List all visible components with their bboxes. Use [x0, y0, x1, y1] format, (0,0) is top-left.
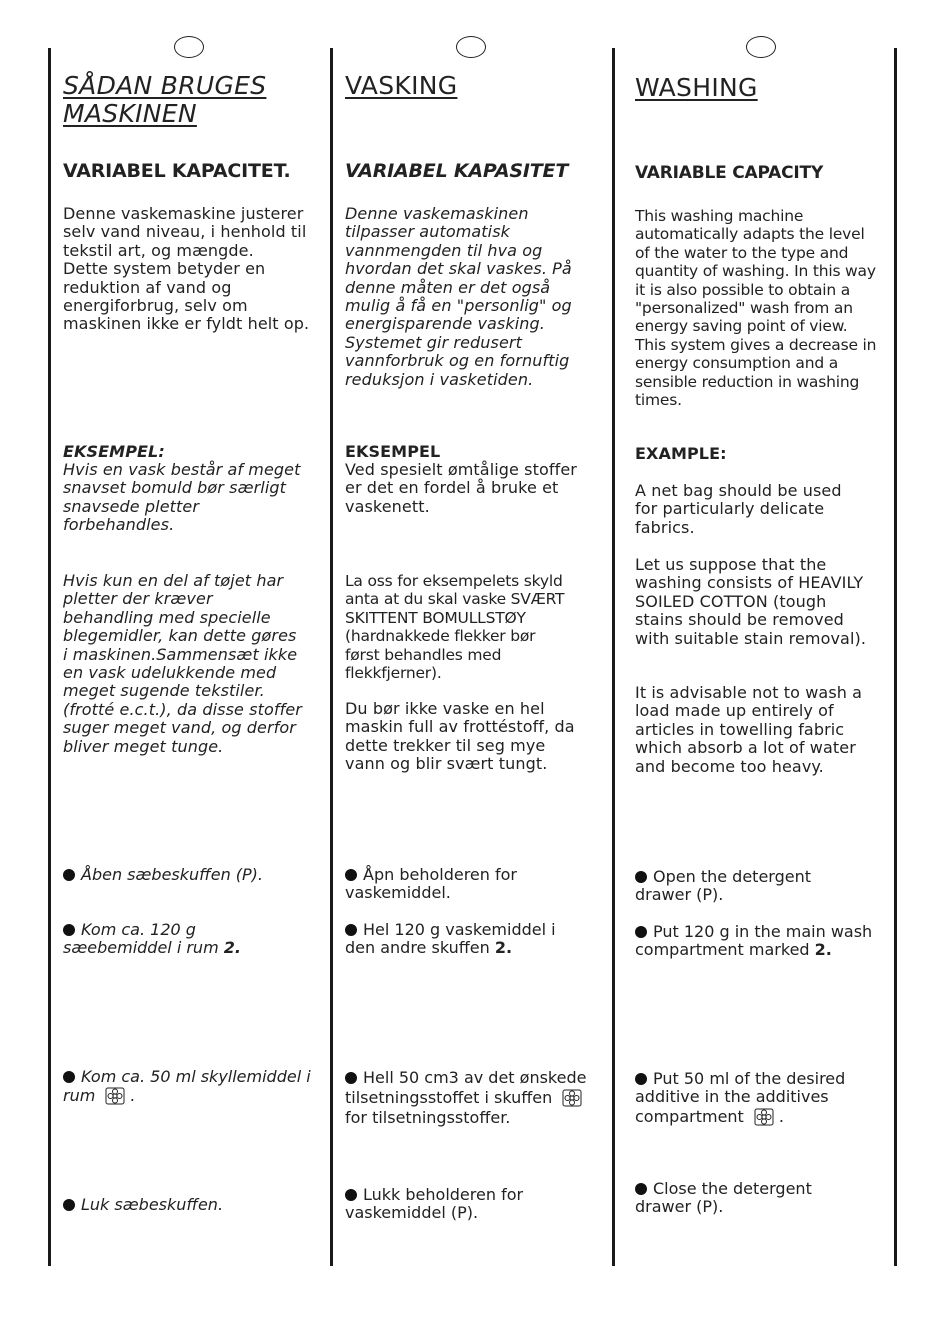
example-label: EKSEMPEL: [63, 442, 165, 461]
bullet-icon [635, 926, 647, 938]
flower-icon [561, 1088, 583, 1108]
example-text: Hvis en vask består af meget snavset bomuld bør særligt snavsede pletter forbehandles. [63, 460, 301, 535]
note-paragraph-2: It is advisable not to wash a load made up entirely of articles in towelling fabric which absorb a lot of water and become too heavy. [635, 683, 863, 776]
bullet-icon [345, 1072, 357, 1084]
example-text: A net bag should be used for particularly delicate fabrics. [635, 481, 842, 537]
bullet-icon [63, 1199, 75, 1211]
bullet-icon [345, 1189, 357, 1201]
step-close-drawer: Lukk beholderen for vaskemiddel (P). [345, 1185, 524, 1223]
step-open-drawer: Åpn beholderen for vaskemiddel. [345, 865, 517, 903]
column-divider-right [894, 48, 897, 1266]
flower-icon [753, 1107, 775, 1127]
step-add-softener: Kom ca. 50 ml skyllemiddel i rum . [63, 1067, 311, 1106]
bullet-icon [63, 924, 75, 936]
column-divider-middle-right [612, 48, 615, 1266]
section-heading: VARIABLE CAPACITY [635, 163, 824, 183]
column-divider-left [48, 48, 51, 1266]
bullet-icon [345, 924, 357, 936]
example-label: EKSEMPEL [345, 442, 441, 461]
step-close-drawer: Close the detergent drawer (P). [635, 1179, 812, 1217]
intro-paragraph: This washing machine automatically adapts the level of the water to the type and quantity of washing. In this way it is also possible to obtain a "personalized" wash from an energy saving point of view. This system gives a decrease in energy consumption and a sensible reduction in washing times. [635, 207, 877, 410]
bullet-icon [635, 1073, 647, 1085]
note-paragraph-2: Du bør ikke vaske en hel maskin full av frottéstoff, da dette trekker til seg mye vann og blir svært tungt. [345, 699, 575, 774]
bullet-icon [635, 871, 647, 883]
flower-icon [104, 1086, 126, 1106]
example-label: EXAMPLE: [635, 444, 727, 463]
page-title: WASHING [635, 73, 758, 102]
step-open-drawer: Open the detergent drawer (P). [635, 867, 811, 905]
intro-paragraph: Denne vaskemaskine justerer selv vand niveau, i henhold til tekstil art, og mængde. Dette system betyder en reduktion af vand og energiforbrug, selv om maskinen ikke er fyldt helt op. [63, 204, 310, 334]
bullet-icon [345, 869, 357, 881]
column-divider-middle-left [330, 48, 333, 1266]
page-title: VASKING [345, 71, 458, 100]
note-paragraph: Let us suppose that the washing consists of HEAVILY SOILED COTTON (tough stains should be removed with suitable stain removal). [635, 555, 867, 648]
step-add-softener: Put 50 ml of the desired additive in the additives compartment . [635, 1069, 846, 1126]
page-title: SÅDAN BRUGES MASKINEN [63, 71, 267, 128]
section-heading: VARIABEL KAPACITET. [63, 160, 291, 182]
bullet-icon [63, 1071, 75, 1083]
step-close-drawer: Luk sæbeskuffen. [63, 1196, 313, 1214]
bullet-icon [635, 1183, 647, 1195]
column-danish [63, 0, 323, 1324]
column-english [635, 0, 885, 1324]
step-add-detergent: Hel 120 g vaskemiddel i den andre skuffen 2. [345, 920, 556, 958]
example-text: Ved spesielt ømtålige stoffer er det en fordel å bruke et vaskenett. [345, 460, 577, 516]
note-paragraph: La oss for eksempelets skyld anta at du skal vaske SVÆRT SKITTENT BOMULLSTØY (hardnakkede flekker bør først behandles med flekkfjerner). [345, 572, 565, 683]
step-add-detergent: Put 120 g in the main wash compartment marked 2. [635, 922, 873, 960]
section-heading: VARIABEL KAPASITET [345, 160, 569, 182]
bullet-icon [63, 869, 75, 881]
step-add-detergent: Kom ca. 120 g sæebemiddel i rum 2. [63, 920, 241, 958]
step-open-drawer: Åben sæbeskuffen (P). [63, 866, 313, 884]
step-add-softener: Hell 50 cm3 av det ønskede tilsetningsstoffet i skuffen for tilsetningsstoffer. [345, 1068, 587, 1127]
intro-paragraph: Denne vaskemaskinen tilpasser automatisk vannmengden til hva og hvordan det skal vaskes. På denne måten er det også mulig å få en "personlig" og energisparende vasking. Systemet gir redusert vannforbruk og en fornuftig reduksjon i vasketiden. [345, 204, 572, 389]
column-norwegian [345, 0, 607, 1324]
note-paragraph: Hvis kun en del af tøjet har pletter der kræver behandling med specielle blegemidler, kan dette gøres i maskinen.Sammensæt ikke en vask udelukkende med meget sugende tekstiler. (frotté e.c.t.), da disse stoffer suger meget vand, og derfor bliver meget tunge. [63, 571, 302, 756]
